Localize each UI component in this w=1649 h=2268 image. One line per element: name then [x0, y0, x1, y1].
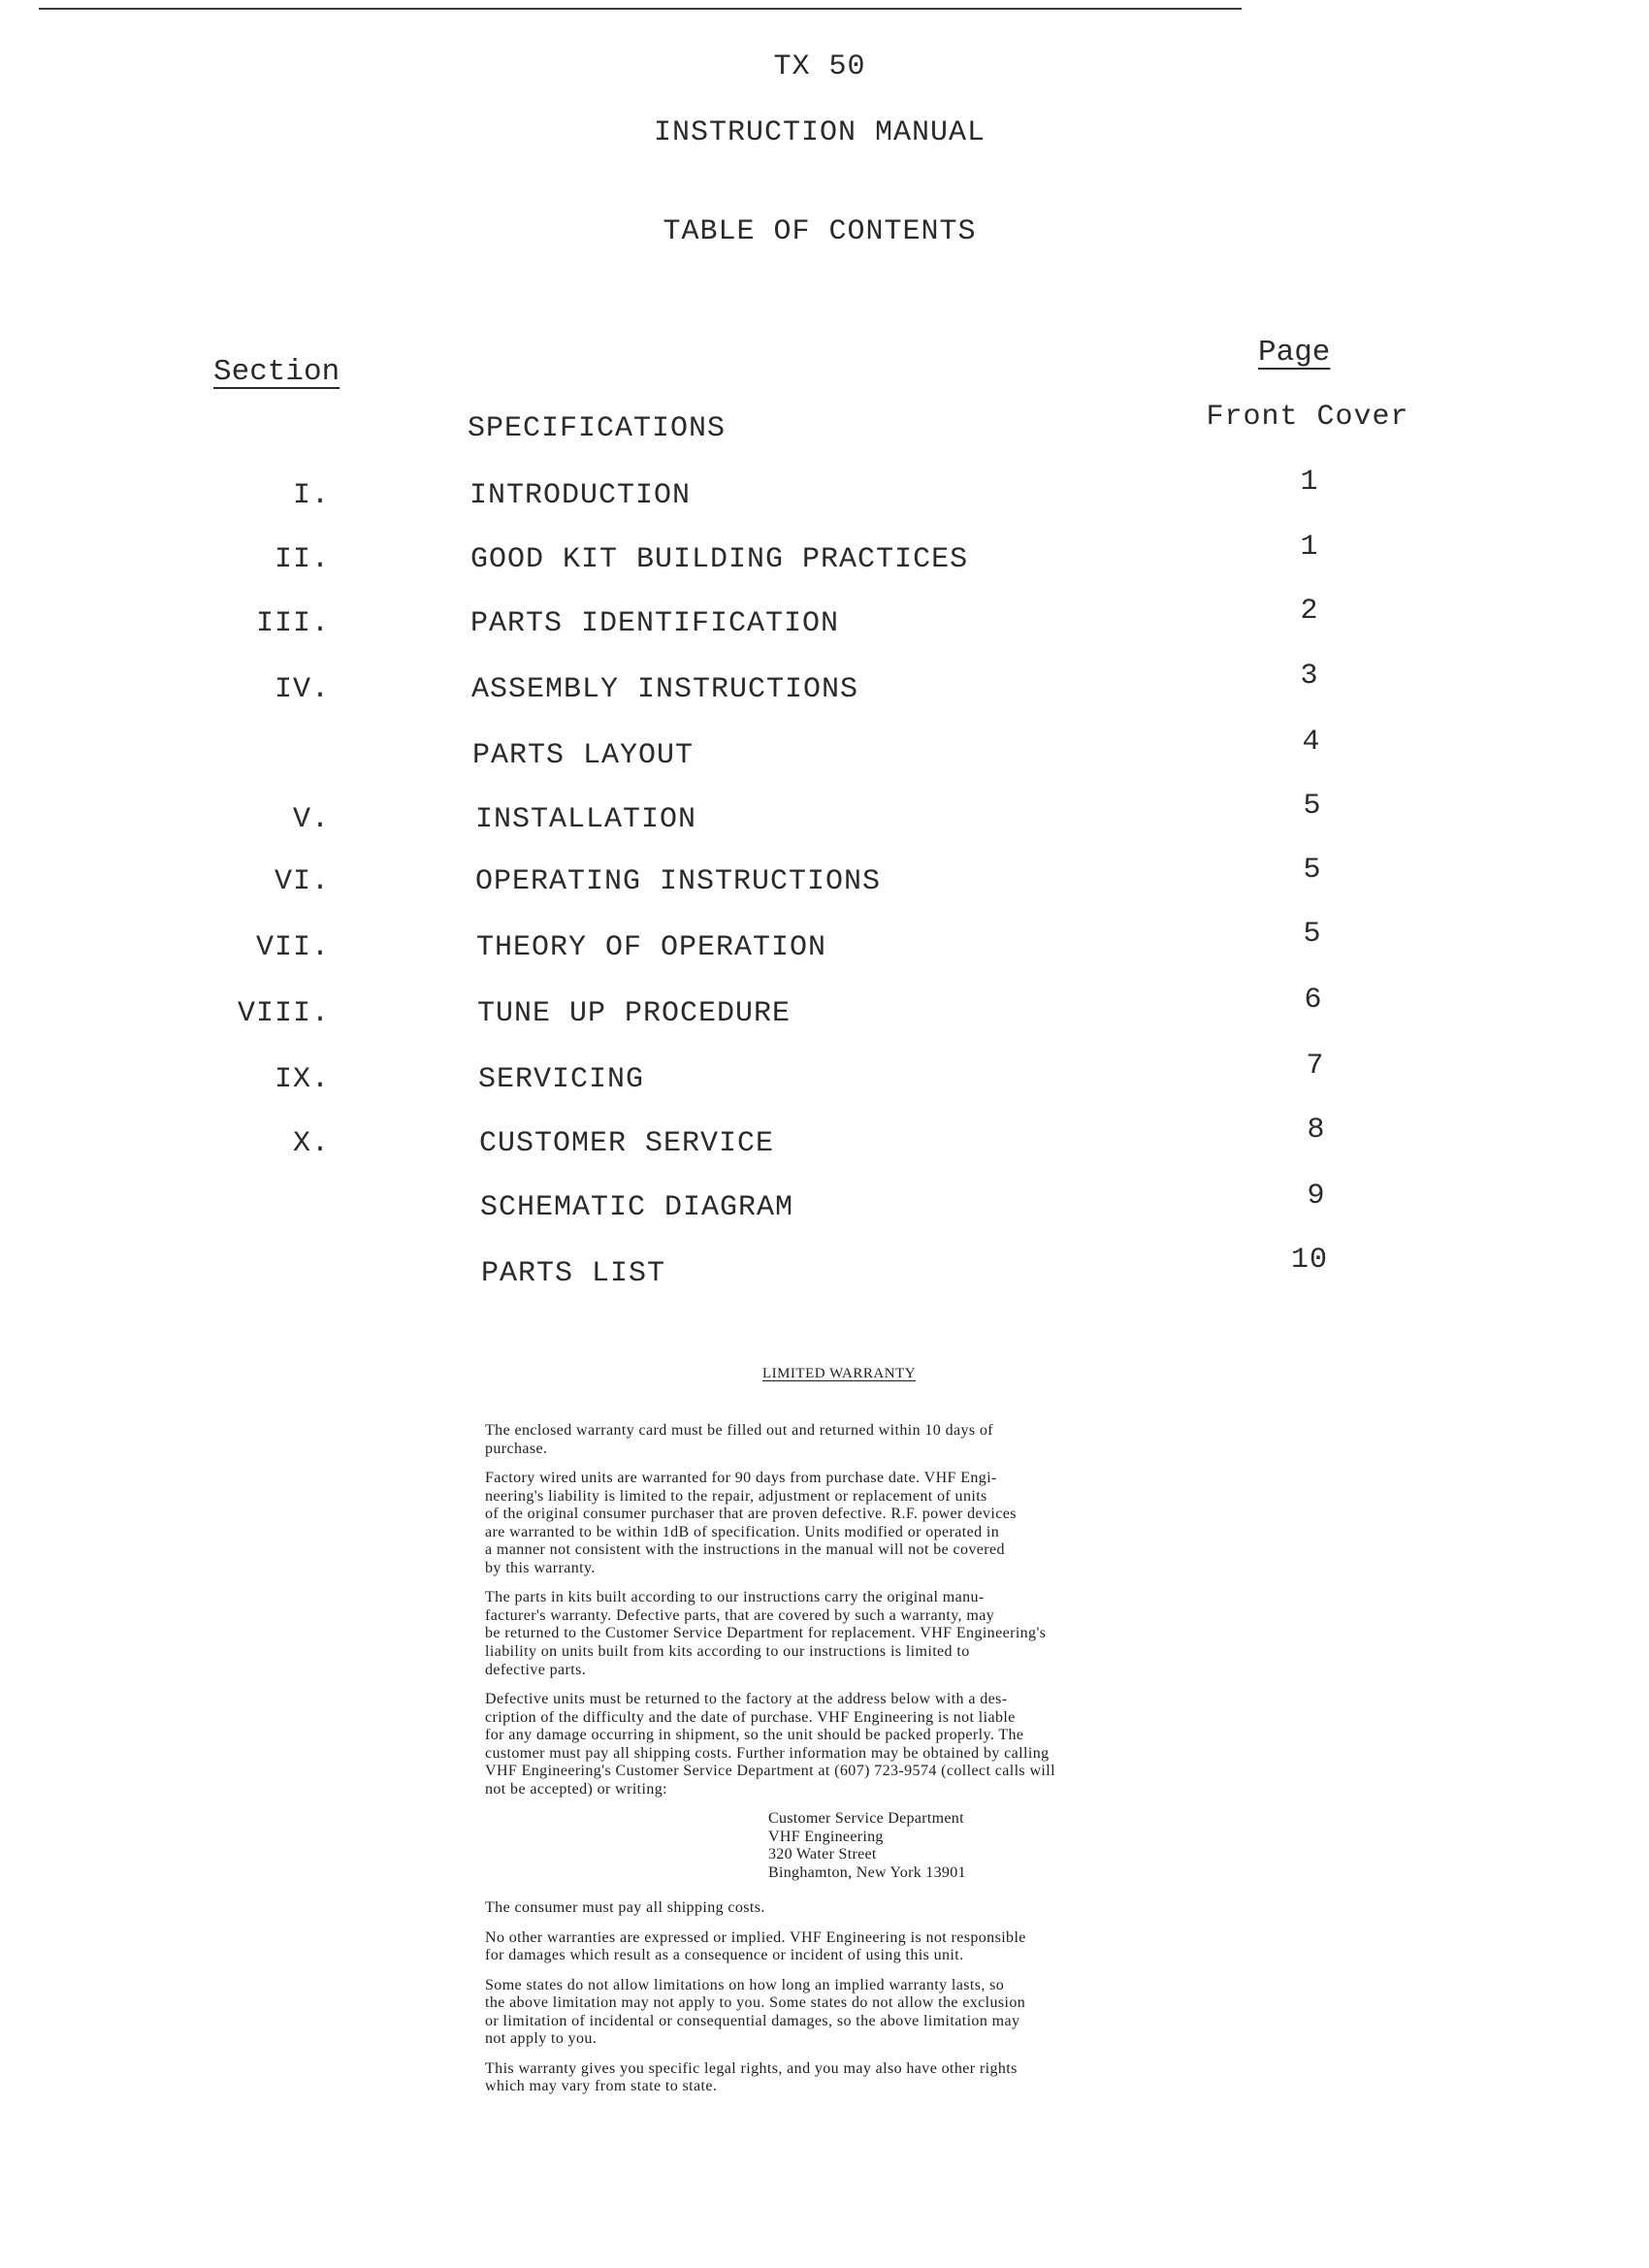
- toc-heading: TABLE OF CONTENTS: [663, 215, 977, 248]
- toc-row: [0, 726, 1649, 782]
- warranty-body: [485, 1422, 1300, 2108]
- toc-page-number: Front Cover: [1206, 401, 1409, 434]
- toc-section-number: III.: [255, 607, 330, 640]
- toc-section-number: IX.: [274, 1063, 330, 1096]
- toc-page-number: 5: [1303, 918, 1322, 951]
- toc-entry-title: PARTS IDENTIFICATION: [470, 607, 840, 640]
- toc-entry-title: PARTS LAYOUT: [472, 739, 695, 772]
- toc-row: [0, 660, 1649, 716]
- toc-page-number: 1: [1300, 466, 1319, 499]
- page-column-header: Page: [1258, 336, 1331, 370]
- toc-page-number: 8: [1307, 1114, 1326, 1147]
- warranty-paragraph: No other warranties are expressed or implied. VHF Engineering is not responsible for damages which result as a consequence or incident of using this unit.: [485, 1928, 1026, 1964]
- toc-entry-title: SERVICING: [478, 1063, 645, 1096]
- toc-section-number: VIII.: [237, 997, 330, 1030]
- toc-page-number: 3: [1300, 660, 1319, 693]
- toc-entry-title: GOOD KIT BUILDING PRACTICES: [470, 543, 969, 576]
- toc-entry-title: THEORY OF OPERATION: [476, 931, 827, 964]
- toc-page-number: 6: [1304, 984, 1323, 1017]
- top-edge-rule: [39, 8, 1242, 10]
- toc-page-number: 9: [1307, 1180, 1326, 1213]
- toc-entry-title: SCHEMATIC DIAGRAM: [480, 1191, 794, 1224]
- toc-entry-title: CUSTOMER SERVICE: [479, 1127, 775, 1160]
- toc-section-number: II.: [274, 543, 330, 576]
- warranty-paragraph: Defective units must be returned to the factory at the address below with a des- cription of the difficulty and the date of purchase. VHF Engineering is not liable for any damage occurring in shipment, so the unit should be packed properly. The customer must pay all shipping costs. Further information may be obtained by calling VHF Engineering's Customer Service Department at (607) 723-9574 (collect calls will not be accepted) or writing:: [485, 1691, 1055, 1798]
- toc-page-number: 5: [1303, 854, 1322, 887]
- warranty-paragraph: This warranty gives you specific legal rights, and you may also have other rights which may vary from state to state.: [485, 2059, 1018, 2095]
- toc-row: [0, 918, 1649, 974]
- address-line: Binghamton, New York 13901: [768, 1863, 966, 1881]
- address-line: VHF Engineering: [768, 1828, 884, 1845]
- toc-row: [0, 984, 1649, 1040]
- toc-page-number: 7: [1306, 1050, 1325, 1083]
- toc-entry-title: PARTS LIST: [481, 1257, 666, 1290]
- toc-entry-title: SPECIFICATIONS: [468, 412, 727, 445]
- toc-row: [0, 790, 1649, 846]
- toc-section-number: IV.: [274, 673, 330, 706]
- toc-page-number: 5: [1303, 790, 1322, 823]
- toc-page-number: 10: [1290, 1244, 1328, 1277]
- customer-service-address: [768, 1810, 1300, 1882]
- toc-row: [0, 401, 1649, 455]
- toc-page-number: 2: [1300, 595, 1319, 628]
- toc-entry-title: INTRODUCTION: [469, 479, 692, 512]
- warranty-paragraph: The consumer must pay all shipping costs.: [485, 1898, 765, 1916]
- address-line: 320 Water Street: [768, 1846, 877, 1863]
- warranty-paragraph: The enclosed warranty card must be filled out and returned within 10 days of purchase.: [485, 1422, 994, 1457]
- toc-row: [0, 1244, 1649, 1300]
- toc-row: [0, 466, 1649, 522]
- toc-row: [0, 595, 1649, 650]
- section-column-header: Section: [213, 355, 340, 389]
- toc-row: [0, 1050, 1649, 1106]
- toc-row: [0, 1114, 1649, 1170]
- toc-entry-title: OPERATING INSTRUCTIONS: [475, 865, 882, 898]
- toc-entry-title: ASSEMBLY INSTRUCTIONS: [471, 673, 859, 706]
- warranty-paragraph: Factory wired units are warranted for 90 days from purchase date. VHF Engi- neering's liability is limited to the repair, adjustment or replacement of units of the original consumer purchaser that are proven defective. R.F. power devices are warranted to be within 1dB of specification. Units modified or operated in a manner not consistent with the instructions in the manual will not be covered by this warranty.: [485, 1470, 1017, 1576]
- model-title: TX 50: [773, 50, 866, 83]
- toc-section-number: X.: [292, 1127, 330, 1160]
- address-line: Customer Service Department: [768, 1810, 964, 1828]
- toc-section-number: VII.: [255, 931, 330, 964]
- warranty-title: LIMITED WARRANTY: [761, 1366, 917, 1381]
- toc-section-number: VI.: [274, 865, 330, 898]
- toc-section-number: V.: [292, 803, 330, 836]
- toc-row: [0, 1180, 1649, 1234]
- warranty-paragraph: The parts in kits built according to our instructions carry the original manu- facturer's warranty. Defective parts, that are covered by such a warranty, may be returned to the Customer Service Department for replacement. VHF Engineering's liability on units built from kits according to our instructions is limited to defective parts.: [485, 1589, 1047, 1678]
- toc-section-number: I.: [292, 479, 330, 512]
- toc-entry-title: TUNE UP PROCEDURE: [477, 997, 792, 1030]
- warranty-paragraph: Some states do not allow limitations on how long an implied warranty lasts, so the above limitation may not apply to you. Some states do not allow the exclusion or limitation of incidental or consequential damages, so the above limitation may not apply to you.: [485, 1976, 1026, 2048]
- toc-entry-title: INSTALLATION: [475, 803, 697, 836]
- document-title: INSTRUCTION MANUAL: [653, 116, 986, 149]
- toc-page-number: 1: [1300, 531, 1319, 564]
- toc-row: [0, 531, 1649, 586]
- toc-page-number: 4: [1302, 726, 1321, 759]
- toc-row: [0, 854, 1649, 908]
